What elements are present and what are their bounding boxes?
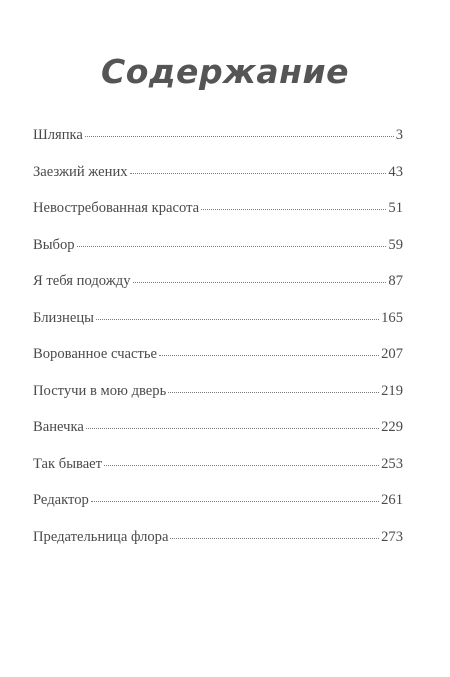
dot-leader xyxy=(170,538,379,539)
toc-entry-page: 51 xyxy=(388,200,403,216)
toc-entry xyxy=(33,200,403,237)
toc-entry xyxy=(33,456,403,493)
dot-leader xyxy=(201,209,386,210)
toc-entry-title: Ванечка xyxy=(33,419,84,435)
toc-entry xyxy=(33,383,403,420)
toc-entry xyxy=(33,346,403,383)
toc-entry xyxy=(33,237,403,274)
toc-entry-page: 207 xyxy=(381,346,403,362)
toc-entry xyxy=(33,164,403,201)
toc-entry-title: Я тебя подожду xyxy=(33,273,131,289)
toc-entry-title: Редактор xyxy=(33,492,89,508)
toc-entry-page: 165 xyxy=(381,309,403,326)
dot-leader xyxy=(91,501,379,502)
toc-entry-title: Выбор xyxy=(33,236,75,253)
dot-leader xyxy=(159,355,379,356)
toc-entry-title: Так бывает xyxy=(33,455,103,472)
dot-leader xyxy=(86,428,379,429)
dot-leader xyxy=(96,319,379,320)
dot-leader xyxy=(168,392,379,393)
toc-entry-title: Шляпка xyxy=(33,127,83,143)
dot-leader xyxy=(104,465,379,466)
toc-entry-page: 261 xyxy=(381,492,403,508)
toc-entry xyxy=(33,127,403,164)
dot-leader xyxy=(133,282,387,283)
toc-entry-title: Ворованное счастье xyxy=(33,346,158,362)
toc-entry-title: Постучи в мою дверь xyxy=(33,382,167,399)
page-title: Содержание xyxy=(101,52,349,91)
toc-entry-page: 59 xyxy=(388,236,403,253)
table-of-contents xyxy=(33,127,403,565)
toc-entry-page: 229 xyxy=(381,419,403,435)
toc-entry-title: Предательница флора xyxy=(33,528,169,545)
toc-entry-title: Близнецы xyxy=(33,309,94,326)
toc-entry-title: Заезжий жених xyxy=(33,163,128,180)
toc-entry-page: 273 xyxy=(381,528,403,545)
toc-entry xyxy=(33,273,403,310)
toc-entry xyxy=(33,419,403,456)
toc-entry xyxy=(33,529,403,566)
toc-entry-page: 3 xyxy=(395,127,403,143)
toc-entry-page: 87 xyxy=(388,273,403,289)
toc-entry-page: 43 xyxy=(388,163,403,180)
toc-entry-title: Невостребованная красота xyxy=(33,200,200,216)
toc-entry-page: 219 xyxy=(381,382,403,399)
dot-leader xyxy=(85,136,394,137)
toc-entry xyxy=(33,310,403,347)
toc-entry-page: 253 xyxy=(381,455,403,472)
dot-leader xyxy=(130,173,387,174)
toc-entry xyxy=(33,492,403,529)
dot-leader xyxy=(77,246,387,247)
